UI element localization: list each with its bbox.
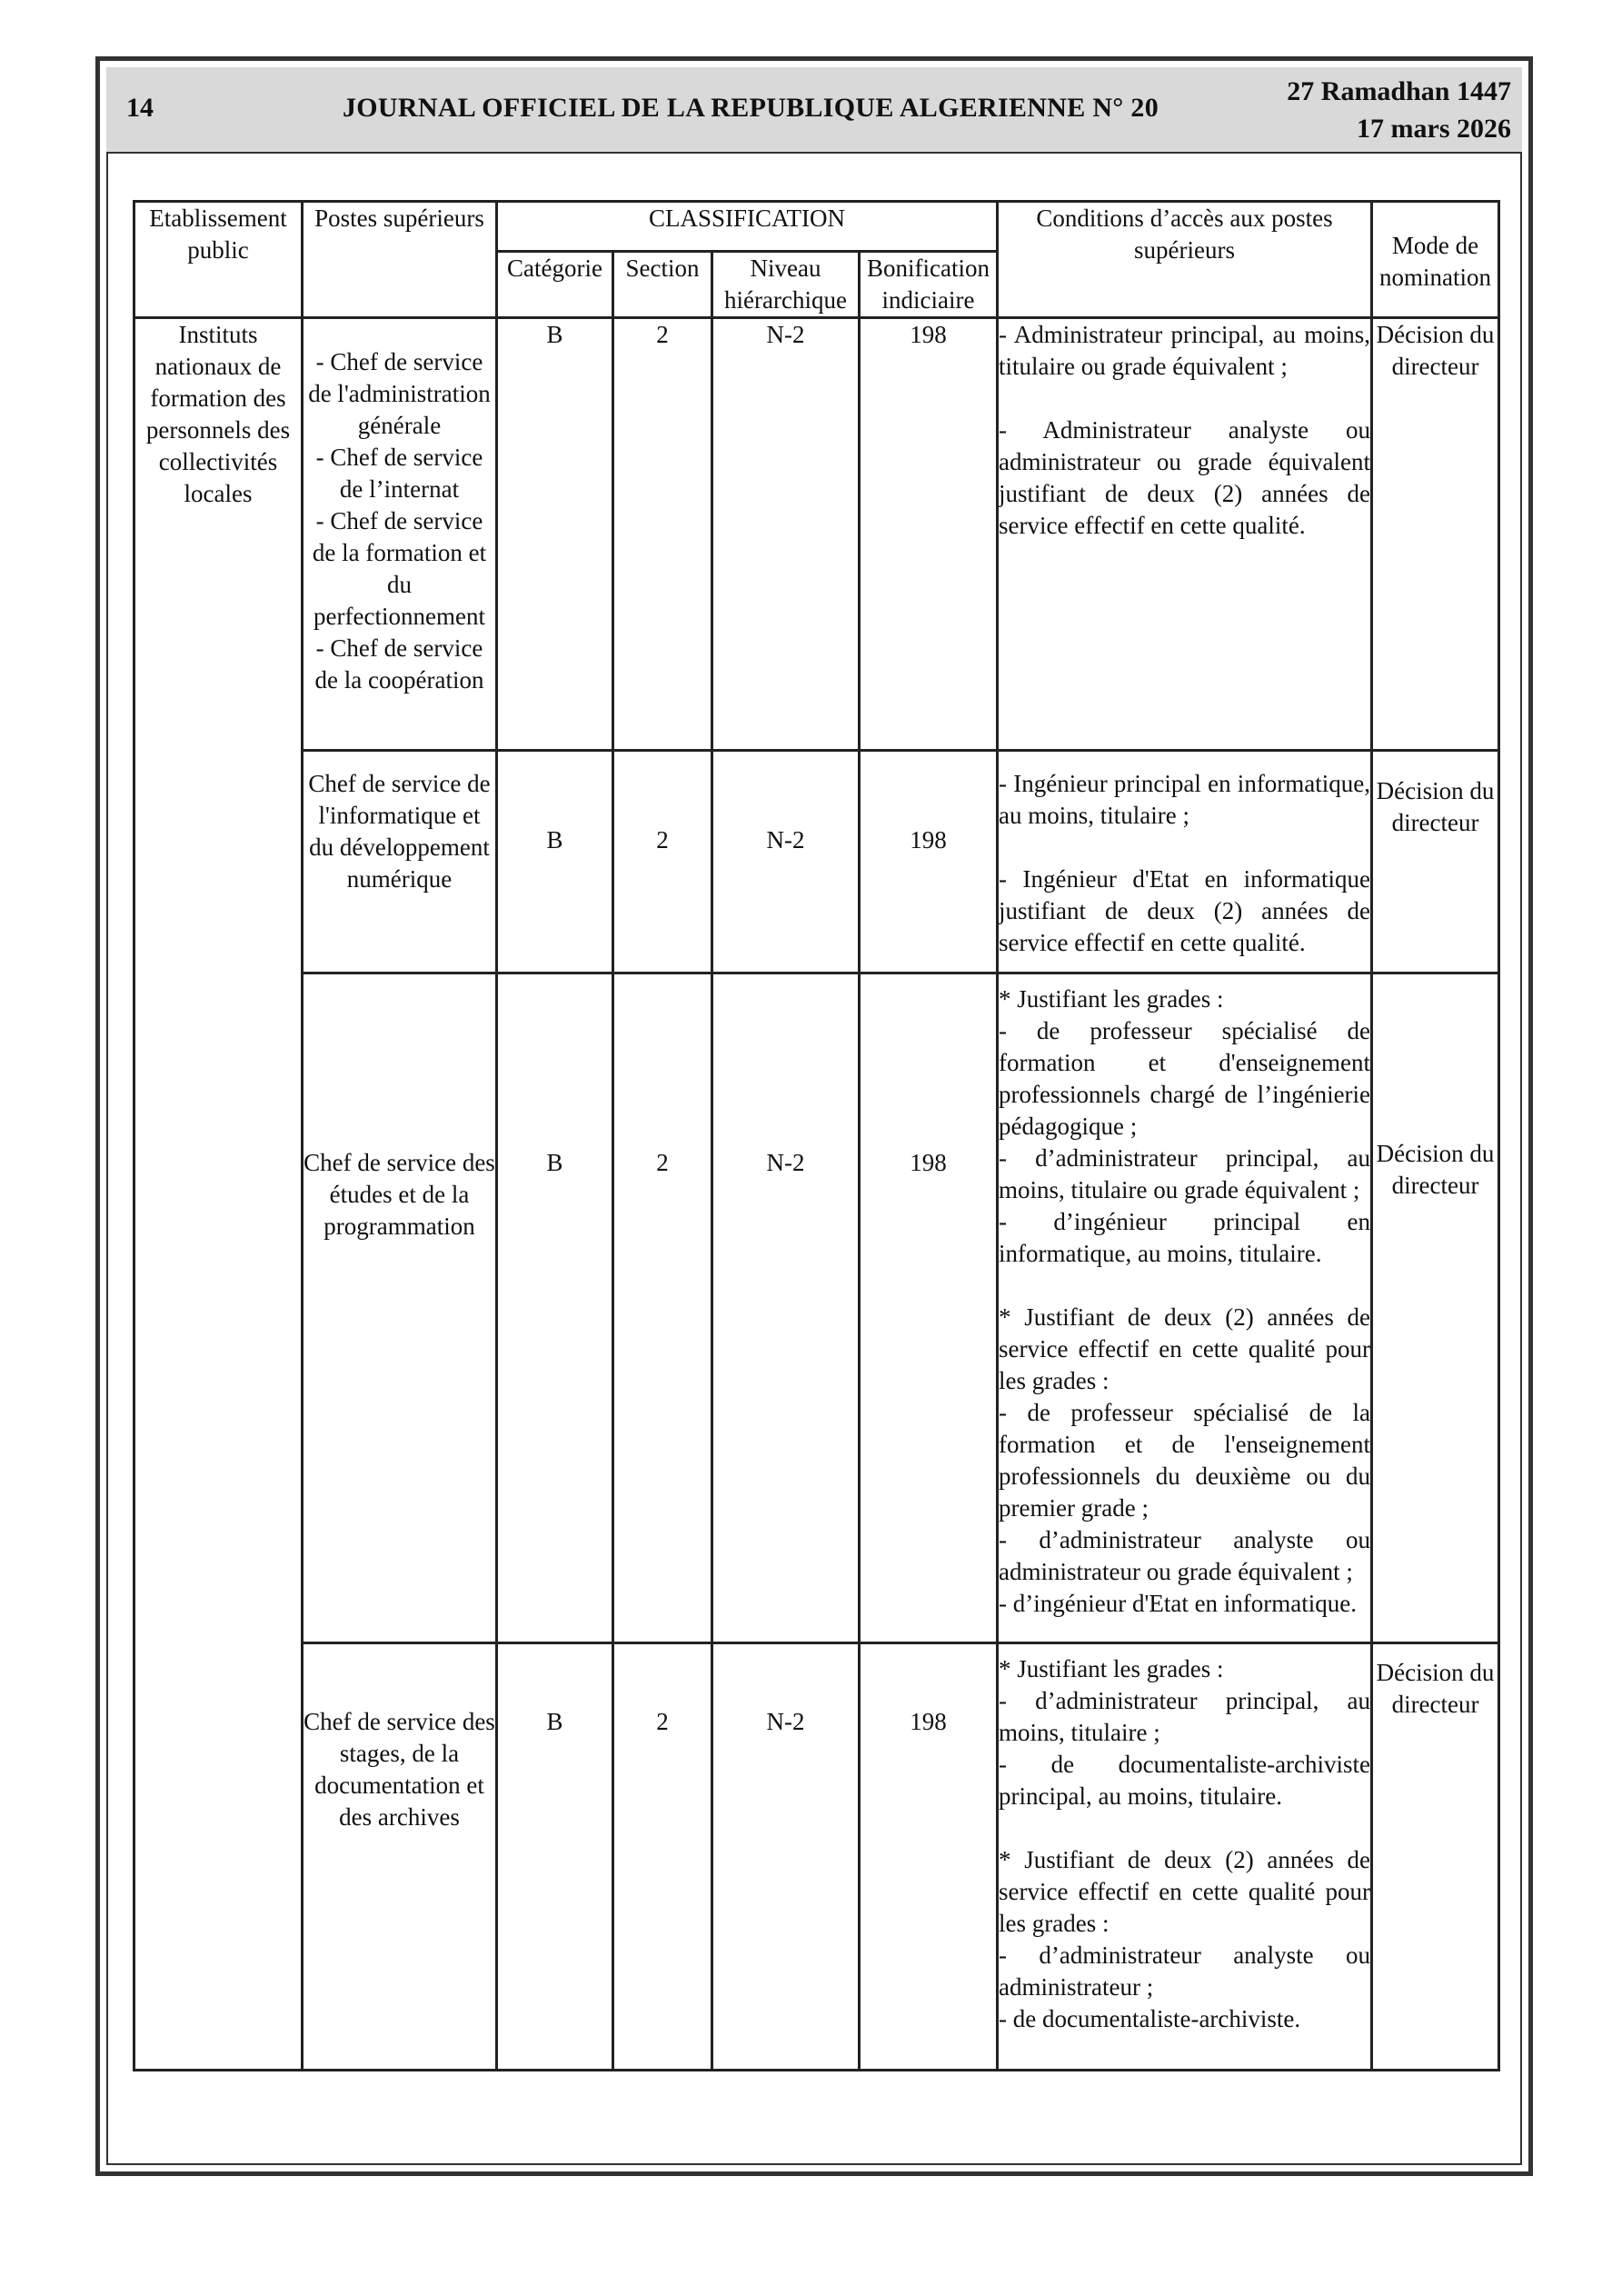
poste-item: - Chef de service de l'administration générale bbox=[308, 348, 491, 439]
header-classification: CLASSIFICATION bbox=[497, 202, 998, 252]
condition-item: - Administrateur principal, au moins, titulaire ou grade équivalent ; bbox=[999, 321, 1371, 380]
categorie-cell: B bbox=[497, 751, 613, 973]
table-row bbox=[134, 973, 1499, 1643]
conditions-cell bbox=[998, 1643, 1372, 2071]
condition-item: - d’administrateur principal, au moins, titulaire ou grade équivalent ; bbox=[999, 1144, 1371, 1203]
page-number: 14 bbox=[126, 93, 154, 123]
journal-title: JOURNAL OFFICIEL DE LA REPUBLIQUE ALGERIENNE N° 20 bbox=[343, 93, 1159, 123]
poste-item: - Chef de service de la formation et du perfectionnement bbox=[312, 507, 487, 630]
header-categorie: Catégorie bbox=[497, 252, 613, 318]
date-hijri: 27 Ramadhan 1447 bbox=[1287, 76, 1511, 106]
header-mode: Mode de nomination bbox=[1372, 202, 1499, 318]
postes-cell bbox=[303, 751, 497, 973]
postes-cell bbox=[303, 1643, 497, 2071]
poste-item: - Chef de service de l’internat bbox=[315, 444, 483, 503]
niveau-cell: N-2 bbox=[712, 751, 860, 973]
journal-header bbox=[106, 67, 1522, 154]
header-etablissement: Etablissement public bbox=[134, 202, 303, 318]
condition-item: - d’administrateur analyste ou administrateur ou grade équivalent ; bbox=[999, 1526, 1371, 1585]
table-row bbox=[134, 318, 1499, 751]
header-conditions: Conditions d’accès aux postes supérieurs bbox=[998, 202, 1372, 318]
section-cell: 2 bbox=[613, 1643, 712, 2071]
condition-group-title: * Justifiant les grades : bbox=[999, 985, 1224, 1013]
condition-item: - d’administrateur principal, au moins, titulaire ; bbox=[999, 1687, 1371, 1746]
condition-group-title: * Justifiant de deux (2) années de service effectif en cette qualité pour les grades : bbox=[999, 1303, 1371, 1394]
condition-item: - Ingénieur d'Etat en informatique justifiant de deux (2) années de service effectif en cette qualité. bbox=[999, 865, 1371, 956]
niveau-cell: N-2 bbox=[712, 1643, 860, 2071]
mode-cell: Décision du directeur bbox=[1372, 1643, 1499, 2071]
poste-item: - Chef de service de la coopération bbox=[314, 634, 484, 694]
condition-item: - de documentaliste-archiviste. bbox=[999, 2005, 1301, 2032]
niveau-cell: N-2 bbox=[712, 318, 860, 751]
condition-group-title: * Justifiant les grades : bbox=[999, 1655, 1224, 1682]
section-cell: 2 bbox=[613, 751, 712, 973]
categorie-cell: B bbox=[497, 1643, 613, 2071]
condition-item: - d’ingénieur principal en informatique, au moins, titulaire. bbox=[999, 1208, 1371, 1267]
condition-group-title: * Justifiant de deux (2) années de service effectif en cette qualité pour les grades : bbox=[999, 1846, 1371, 1937]
header-bonification: Bonification indiciaire bbox=[860, 252, 998, 318]
bonification-cell: 198 bbox=[860, 751, 998, 973]
issue-date bbox=[1287, 73, 1511, 147]
niveau-cell: N-2 bbox=[712, 973, 860, 1643]
poste-item: Chef de service de l'informatique et du développement numérique bbox=[308, 770, 491, 893]
mode-cell: Décision du directeur bbox=[1372, 751, 1499, 973]
section-cell: 2 bbox=[613, 973, 712, 1643]
condition-item: - Administrateur analyste ou administrateur ou grade équivalent justifiant de deux (2) années de service effectif en cette qualité. bbox=[999, 416, 1371, 539]
table-row bbox=[134, 751, 1499, 973]
header-niveau: Niveau hiérarchique bbox=[712, 252, 860, 318]
table-row bbox=[134, 1643, 1499, 2071]
condition-item: - d’ingénieur d'Etat en informatique. bbox=[999, 1590, 1358, 1617]
etablissement-cell: Instituts nationaux de formation des personnels des collectivités locales bbox=[134, 318, 303, 2071]
condition-item: - d’administrateur analyste ou administrateur ; bbox=[999, 1942, 1371, 2001]
mode-cell: Décision du directeur bbox=[1372, 973, 1499, 1643]
conditions-cell bbox=[998, 973, 1372, 1643]
mode-cell: Décision du directeur bbox=[1372, 318, 1499, 751]
positions-table bbox=[133, 200, 1500, 2071]
condition-item: - de professeur spécialisé de formation et d'enseignement professionnels chargé de l’ingénierie pédagogique ; bbox=[999, 1017, 1371, 1140]
bonification-cell: 198 bbox=[860, 1643, 998, 2071]
header-postes: Postes supérieurs bbox=[303, 202, 497, 318]
postes-cell bbox=[303, 318, 497, 751]
conditions-cell bbox=[998, 751, 1372, 973]
poste-item: Chef de service des études et de la programmation bbox=[304, 1149, 495, 1240]
conditions-cell bbox=[998, 318, 1372, 751]
bonification-cell: 198 bbox=[860, 318, 998, 751]
categorie-cell: B bbox=[497, 973, 613, 1643]
section-cell: 2 bbox=[613, 318, 712, 751]
condition-item: - Ingénieur principal en informatique, au moins, titulaire ; bbox=[999, 770, 1371, 829]
condition-item: - de documentaliste-archiviste principal, au moins, titulaire. bbox=[999, 1751, 1371, 1810]
poste-item: Chef de service des stages, de la documentation et des archives bbox=[304, 1708, 495, 1831]
postes-cell bbox=[303, 973, 497, 1643]
header-section: Section bbox=[613, 252, 712, 318]
bonification-cell: 198 bbox=[860, 973, 998, 1643]
date-gregorian: 17 mars 2026 bbox=[1357, 114, 1511, 144]
categorie-cell: B bbox=[497, 318, 613, 751]
condition-item: - de professeur spécialisé de la formation et de l'enseignement professionnels du deuxième ou du premier grade ; bbox=[999, 1399, 1371, 1522]
